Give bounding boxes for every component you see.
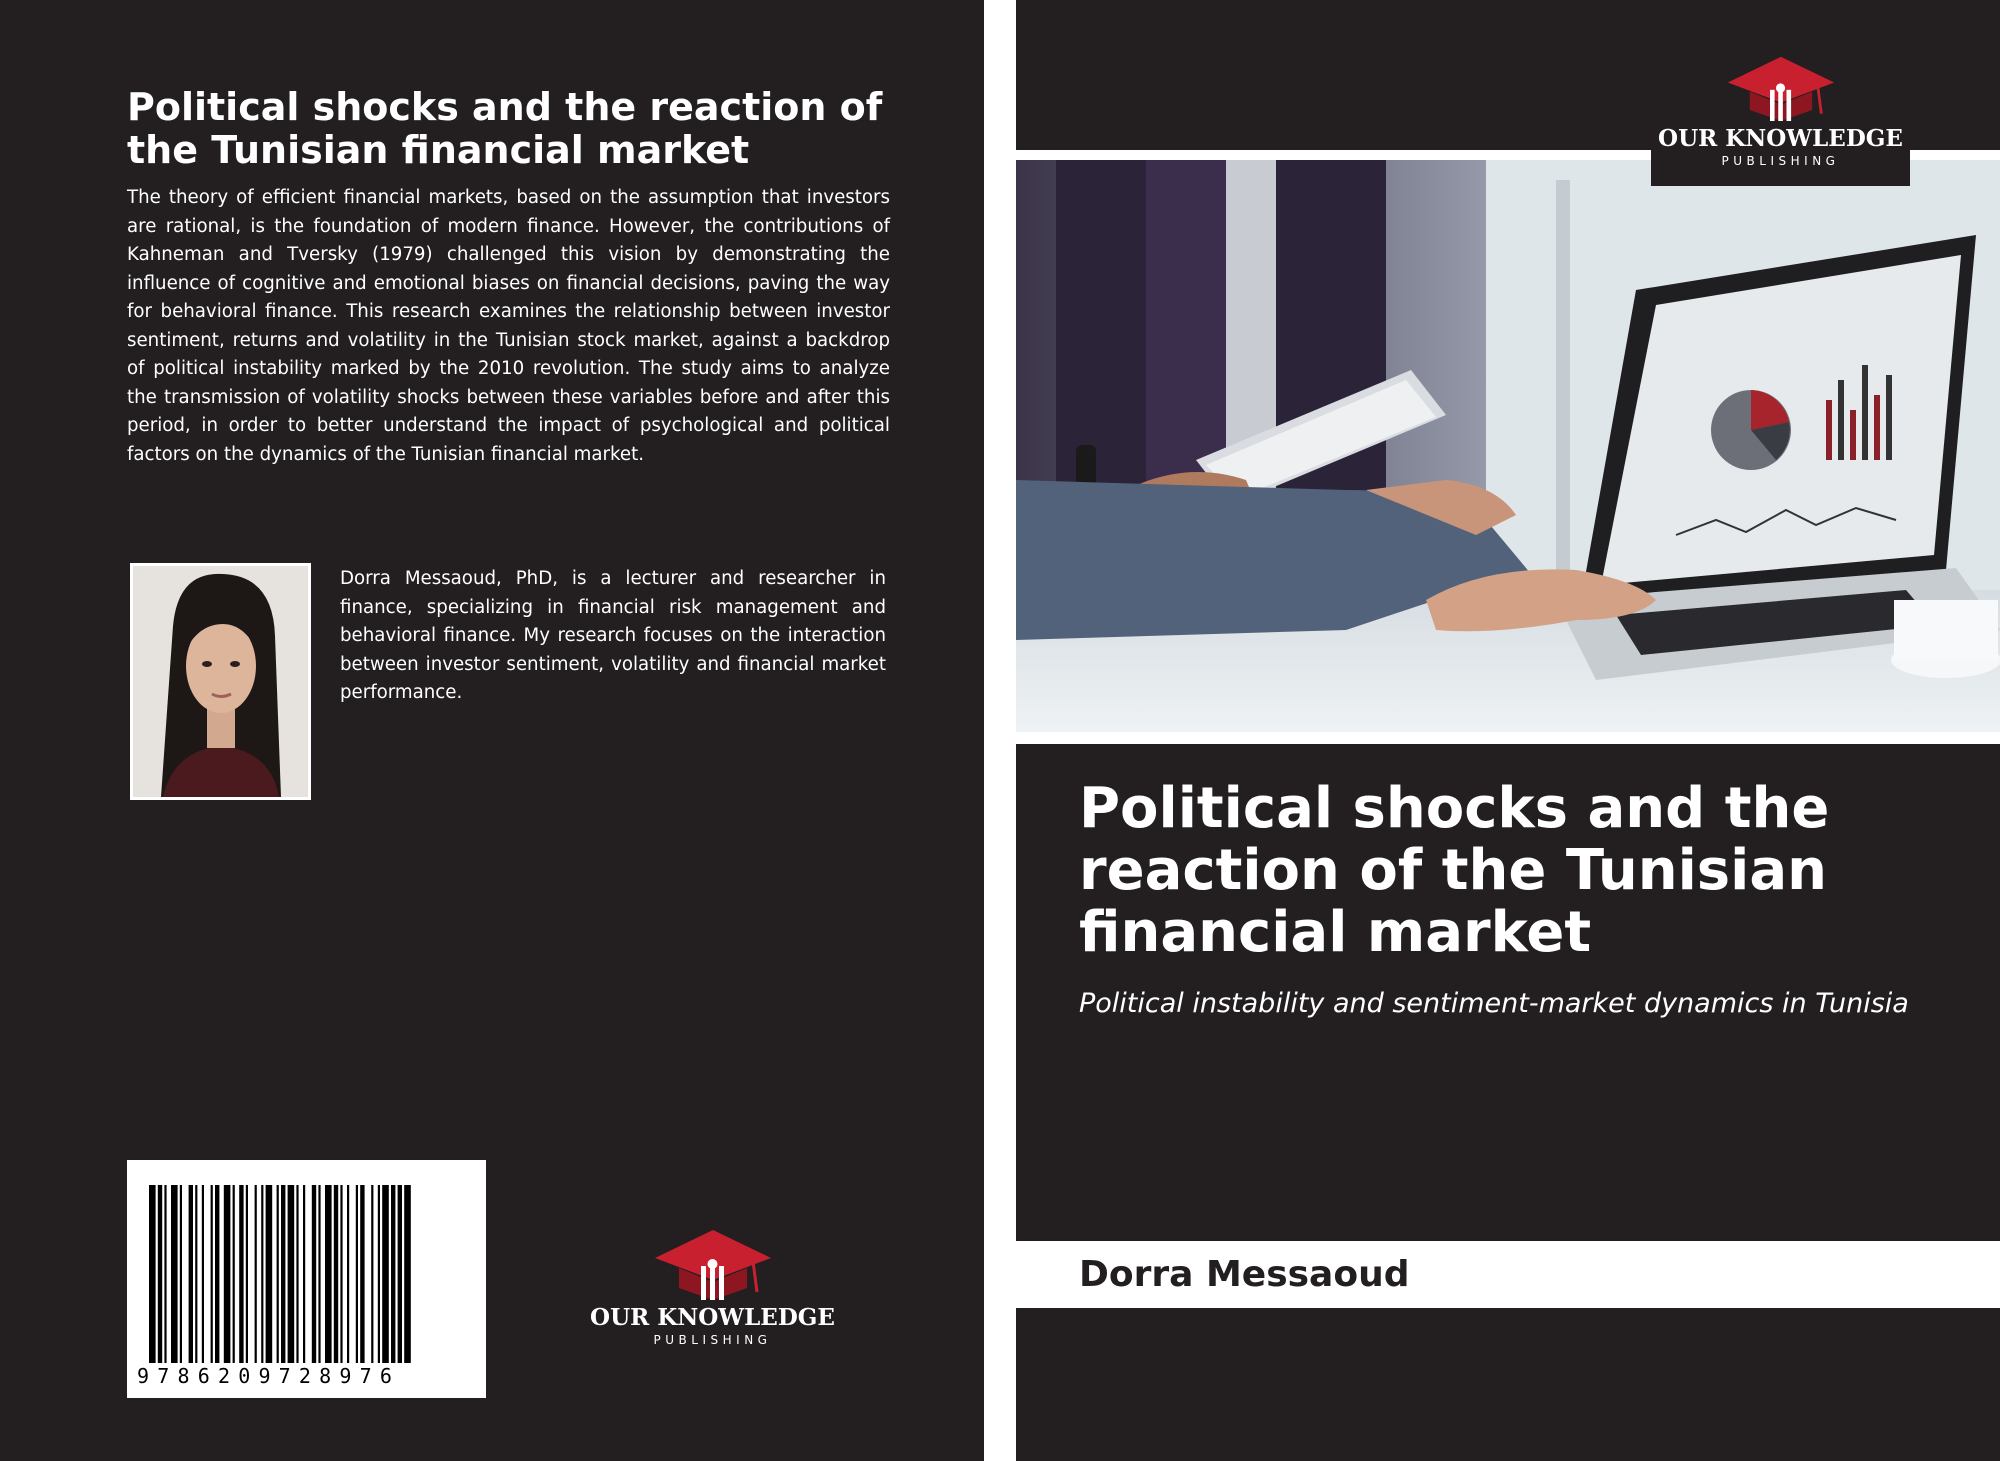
barcode-bar — [180, 1185, 182, 1363]
publisher-logo-back — [590, 1228, 835, 1347]
isbn-digits: 9786209728976 — [137, 1364, 401, 1388]
barcode-bar — [158, 1185, 162, 1363]
barcode-bar — [312, 1185, 316, 1363]
barcode-bar — [360, 1185, 364, 1363]
barcode-bar — [340, 1185, 342, 1363]
front-cover-subtitle: Political instability and sentiment-market dynamics in Tunisia — [1079, 988, 1909, 1019]
publisher-sub: PUBLISHING — [653, 1333, 772, 1347]
author-bio: Dorra Messaoud, PhD, is a lecturer and researcher in finance, specializing in financial risk management and behavioral finance. My research focuses on the interaction between investor sentiment, volatility and financial market performance. — [340, 568, 886, 703]
barcode-bar — [266, 1185, 273, 1363]
barcode-bar — [215, 1185, 219, 1363]
barcode-bar — [391, 1185, 395, 1363]
barcode-bar — [255, 1185, 257, 1363]
barcode-bar — [382, 1185, 389, 1363]
front-cover-author: Dorra Messaoud — [1079, 1254, 1410, 1295]
barcode-bar — [211, 1185, 213, 1363]
barcode-bar — [281, 1185, 285, 1363]
isbn-barcode — [127, 1160, 486, 1398]
barcode-bar — [239, 1185, 243, 1363]
barcode-bar — [277, 1185, 279, 1363]
barcode-bar — [325, 1185, 332, 1363]
barcode-bar — [404, 1185, 411, 1363]
barcode-bar — [347, 1185, 349, 1363]
barcode-bar — [303, 1185, 305, 1363]
barcode-bar — [149, 1185, 156, 1363]
barcode-bar — [398, 1185, 402, 1363]
graduation-cap-icon — [1726, 55, 1836, 121]
business-laptop-charts-photo — [1016, 160, 2000, 732]
back-cover-title: Political shocks and the reaction of the Tunisian financial market — [127, 85, 883, 172]
author-portrait-image — [133, 566, 308, 797]
barcode-bars — [127, 1160, 486, 1398]
barcode-bar — [246, 1185, 248, 1363]
barcode-bar — [261, 1185, 263, 1363]
front-logo-box — [1651, 0, 1910, 186]
publisher-name: OUR KNOWLEDGE — [590, 1304, 835, 1331]
back-cover — [0, 0, 984, 1461]
back-cover-blurb: The theory of efficient financial markets, based on the assumption that investors are rational, is the foundation of modern finance. However, the contributions of Kahneman and Tversky (1979) challenged this vision by demonstrating the influence of cognitive and emotional biases on financial decisions, paving the way for behavioral finance. This research examines the relationship between investor sentiment, returns and volatility in the Tunisian stock market, against a backdrop of political instability marked by the 2010 revolution. The study aims to analyze the transmission of volatility shocks between these variables before and after this period, in order to better understand the impact of psychological and political factors on the dynamics of the Tunisian financial market. — [127, 187, 890, 465]
barcode-bar — [164, 1185, 166, 1363]
cover-photo — [1016, 160, 2000, 732]
author-portrait — [130, 563, 311, 800]
barcode-bar — [296, 1185, 298, 1363]
barcode-bar — [171, 1185, 178, 1363]
barcode-bar — [334, 1185, 338, 1363]
graduation-cap-icon — [653, 1228, 773, 1300]
barcode-bar — [224, 1185, 231, 1363]
front-cover-title: Political shocks and the reaction of the Tunisian financial market — [1079, 776, 1830, 965]
publisher-logo-front — [1651, 55, 1910, 168]
barcode-bar — [371, 1185, 373, 1363]
barcode-bar — [356, 1185, 358, 1363]
publisher-name-front: OUR KNOWLEDGE — [1658, 125, 1903, 152]
barcode-bar — [288, 1185, 295, 1363]
spine-gap — [984, 0, 1016, 1461]
author-band — [1016, 1241, 2000, 1308]
barcode-bar — [189, 1185, 193, 1363]
publisher-sub-front: PUBLISHING — [1721, 154, 1840, 168]
barcode-bar — [202, 1185, 204, 1363]
barcode-bar — [318, 1185, 320, 1363]
barcode-bar — [378, 1185, 380, 1363]
barcode-bar — [195, 1185, 197, 1363]
barcode-bar — [233, 1185, 235, 1363]
